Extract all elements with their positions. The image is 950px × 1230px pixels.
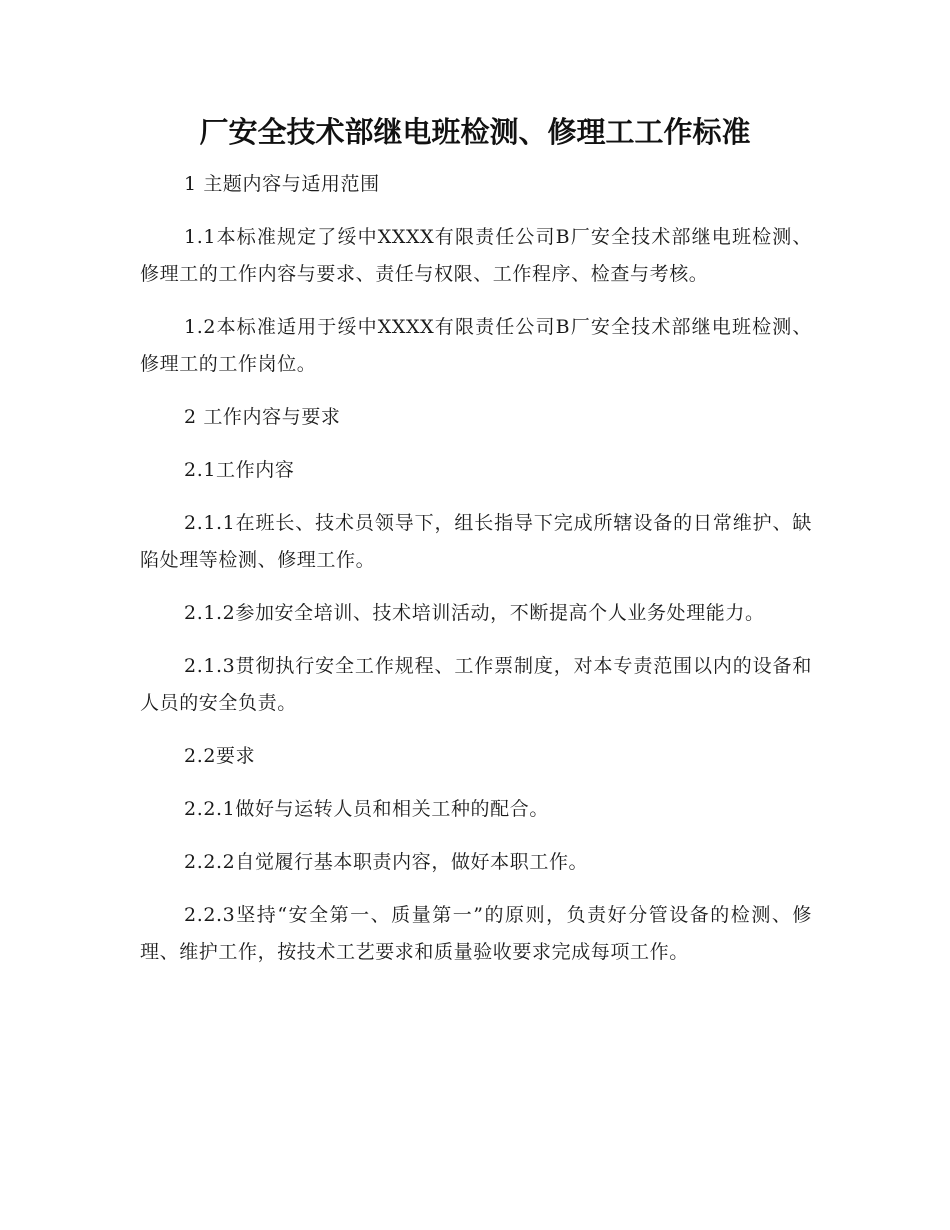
paragraph-1-1: 1.1本标准规定了绥中XXXX有限责任公司B厂安全技术部继电班检测、修理工的工作内容与要求、责任与权限、工作程序、检查与考核。 <box>140 226 812 285</box>
document-body <box>140 166 812 987</box>
document-title: 厂安全技术部继电班检测、修理工工作标准 <box>199 115 751 149</box>
paragraph-2-2-3: 2.2.3坚持“安全第一、质量第一”的原则，负责好分管设备的检测、修理、维护工作，按技术工艺要求和质量验收要求完成每项工作。 <box>140 904 812 963</box>
paragraph-2-1-2: 2.1.2参加安全培训、技术培训活动，不断提高个人业务处理能力。 <box>184 602 765 624</box>
paragraph-2-2-1: 2.2.1做好与运转人员和相关工种的配合。 <box>184 798 549 820</box>
subsection-heading-2-1: 2.1工作内容 <box>184 459 295 481</box>
subsection-heading-2-2: 2.2要求 <box>184 745 256 767</box>
paragraph-1-2: 1.2本标准适用于绥中XXXX有限责任公司B厂安全技术部继电班检测、修理工的工作岗位。 <box>140 316 812 375</box>
paragraph-2-1-3: 2.1.3贯彻执行安全工作规程、工作票制度，对本专责范围以内的设备和人员的安全负责。 <box>140 655 812 714</box>
section-heading-1: 1 主题内容与适用范围 <box>184 173 380 195</box>
paragraph-2-1-1: 2.1.1在班长、技术员领导下，组长指导下完成所辖设备的日常维护、缺陷处理等检测、修理工作。 <box>140 512 812 571</box>
paragraph-2-2-2: 2.2.2自觉履行基本职责内容，做好本职工作。 <box>184 851 589 873</box>
section-heading-2: 2 工作内容与要求 <box>184 406 341 428</box>
